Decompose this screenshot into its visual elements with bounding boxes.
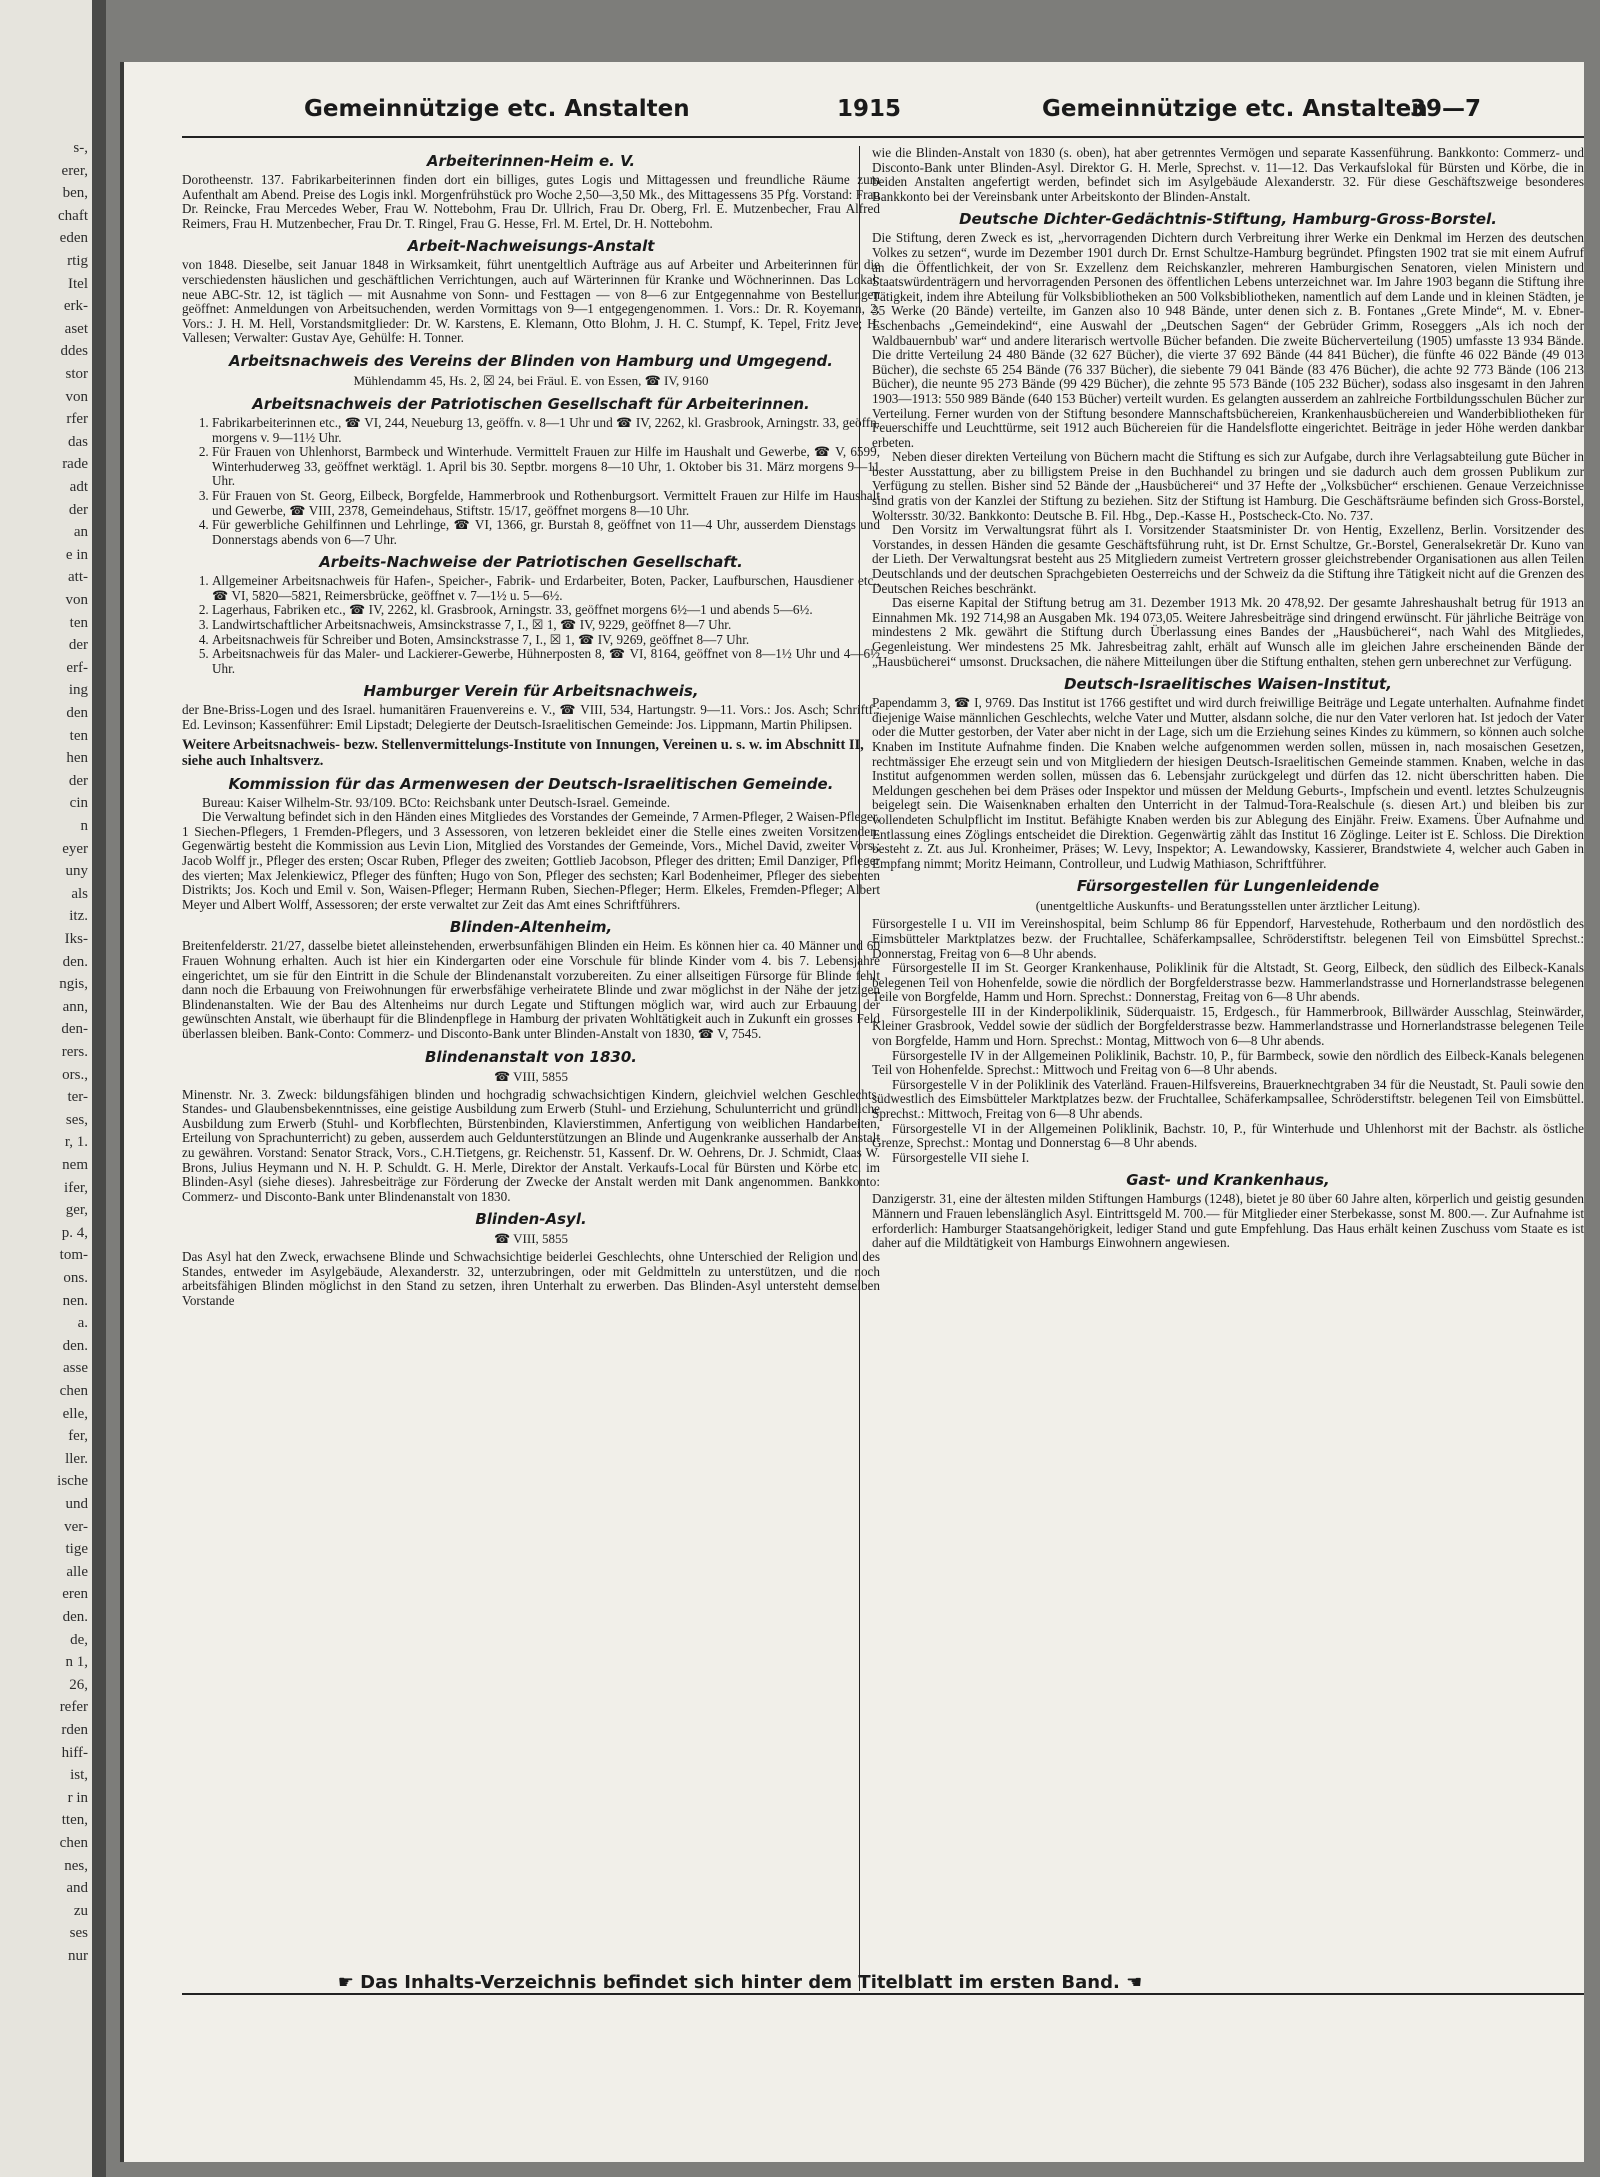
section-title: Fürsorgestellen für Lungenleidende <box>1076 877 1380 896</box>
margin-fragment: cin <box>69 795 88 812</box>
section-block <box>872 675 1584 871</box>
margin-fragment: tom- <box>59 1247 88 1264</box>
margin-fragment: refer <box>59 1699 88 1716</box>
margin-fragment: att- <box>68 569 88 586</box>
footer-note <box>290 1972 1190 1993</box>
margin-fragment: der <box>68 772 88 789</box>
margin-fragment: erk- <box>63 298 88 315</box>
margin-fragment: aset <box>64 320 88 337</box>
margin-fragment: erf- <box>66 659 88 676</box>
section-block <box>182 237 880 346</box>
paragraph: Fürsorgestelle III in der Kinderpoliklinik, Süderquaistr. 15, Erdgesch., für Hammerbrook, Billwärder Ausschlag, Steinwärder, Kleiner Grasbrook, Veddel sowie der südlich der Borgfelderstrasse bezw. Hammerlandstrasse und Hornerlandstrasse belegenen Teile von Borgfelde, Hamm und Horn. Sprechst.: Montag, Mittwoch von 6—8 Uhr abends. <box>872 1003 1584 1049</box>
margin-fragment: chen <box>59 1383 88 1399</box>
highlighted-note: Weitere Arbeitsnachweis- bezw. Stellenvermittelungs-Institute von Innungen, Vereinen u. s. w. im Abschnitt II, siehe auch Inhaltsverz. <box>182 736 864 769</box>
margin-fragment: eden <box>59 230 88 247</box>
margin-fragment: elle, <box>62 1405 88 1422</box>
list-item: 4. Für gewerbliche Gehilfinnen und Lehrlinge, ☎ VI, 1366, gr. Burstah 8, geöffnet von 11—4 Uhr, ausserdem Dienstags und Donnerstags abends von 6—7 Uhr. <box>212 518 880 547</box>
margin-fragment: de, <box>70 1631 88 1648</box>
margin-fragment: r in <box>67 1789 88 1806</box>
section-title: Kommission für das Armenwesen der Deutsch-Israelitischen Gemeinde. <box>228 774 834 793</box>
page-header <box>124 96 1584 136</box>
margin-fragment: der <box>68 637 88 654</box>
paragraph: Fürsorgestelle V in der Poliklinik des Vaterländ. Frauen-Hilfsvereins, Brauerknechtgraben 34 für die Neustadt, St. Pauli sowie den südwestlich des Eimsbütteler Marktplatzes bezw. der Fruchtallee, Schäferkampsallee, Schröderstiftstr. belegenen Teil von Eimsbüttel. Sprechst.: Mittwoch, Freitag von 6—8 Uhr abends. <box>872 1076 1584 1122</box>
margin-fragment: rade <box>62 456 88 473</box>
previous-page-strip <box>0 0 106 2177</box>
page-number: 39—7 <box>1410 96 1482 122</box>
footer-text: Das Inhalts-Verzeichnis befindet sich hinter dem Titelblatt im ersten Band. <box>360 1972 1120 1993</box>
paragraph: Fürsorgestelle IV in der Allgemeinen Poliklinik, Bachstr. 10, P., für Barmbeck, sowie den nördlich des Eilbeck-Kanals belegenen Teil von Hohenfelde. Sprechst.: Mittwoch und Freitag von 6—8 Uhr abends. <box>872 1047 1584 1078</box>
section-block <box>182 918 880 1041</box>
section-title: Blindenanstalt von 1830. <box>425 1047 637 1066</box>
margin-fragment: den. <box>62 953 88 970</box>
list-item: 5. Arbeitsnachweis für das Maler- und Lackierer-Gewerbe, Hühnerposten 8, ☎ VI, 8164, geöffnet von 8—1½ Uhr und 4—6½ Uhr. <box>212 647 880 676</box>
numbered-list <box>182 416 880 547</box>
margin-fragment: ons. <box>63 1270 88 1286</box>
paragraph: wie die Blinden-Anstalt von 1830 (s. oben), hat aber getrenntes Vermögen und separate Kassenführung. Bankkonto: Commerz- und Disconto-Bank unter Blinden-Asyl. Direktor G. H. Merle, Sprechst. v. 11—12. Das Verkaufslokal für Bürsten und Körbe, die in beiden Anstalten angefertigt werden, befindet sich im Asylgebäude Alexanderstr. 32. Für diese Geschäftszweige besonderes Bankkonto bei der Vereinsbank unter Arbeitskonto der Blinden-Anstalt. <box>872 145 1584 204</box>
margin-fragment: e in <box>65 546 88 563</box>
right-column <box>872 146 1584 1251</box>
list-item: 1. Fabrikarbeiterinnen etc., ☎ VI, 244, Neueburg 13, geöffn. v. 8—1 Uhr und ☎ IV, 2262, kl. Grasbrook, Arningstr. 33, geöffn. morgens v. 9—11½ Uhr. <box>212 416 880 445</box>
margin-fragment: als <box>71 885 88 902</box>
margin-fragment: nes, <box>64 1857 88 1874</box>
paragraph: Das eiserne Kapital der Stiftung betrug am 31. Dezember 1913 Mk. 20 478,92. Der gesamte Jahreshaushalt betrug für 1913 an Einnahmen Mk. 192 714,98 an Ausgaben Mk. 194 073,05. Weitere Jahresbeiträge sind dringend erwünscht. Für jährliche Beiträge von mindestens 2 Mk. gewährt die Stiftung durch Überlassung eines Bandes der „Hausbücherei“, nach Wahl des Mitgliedes, Gegenleistung. Wer mindestens 25 Mk. Jahresbeitrag zahlt, erhält auf Wunsch alle im gleichen Jahre erscheinenden Bände der „Hausbücherei“ umsonst. Drucksachen, die nähere Mitteilungen über die Stiftung enthalten, stehen gern unberechnet zur Verfügung. <box>872 595 1584 669</box>
margin-fragment: den. <box>62 1337 88 1354</box>
margin-fragment: eren <box>62 1586 88 1603</box>
margin-fragment: rtig <box>67 253 88 269</box>
margin-fragment: tige <box>65 1541 88 1558</box>
paragraph: der Bne-Briss-Logen und des Israel. humanitären Frauenvereins e. V., ☎ VIII, 534, Hartungstr. 9—11. Vors.: Jos. Asch; Schriftf.: Ed. Levinson; Kassenführer: Emil Lipstadt; Delegierte der Deutsch-Israelitischen Gemeinde: Jos. Lippmann, Martin Philipsen. <box>182 702 880 733</box>
margin-fragment: ver- <box>64 1518 88 1535</box>
margin-fragment: nen. <box>62 1292 88 1309</box>
paragraph: Bureau: Kaiser Wilhelm-Str. 93/109. BCto: Reichsbank unter Deutsch-Israel. Gemeinde. <box>202 794 671 810</box>
paragraph: von 1848. Dieselbe, seit Januar 1848 in Wirksamkeit, führt unentgeltlich Aufträge aus auf Arbeiter und Arbeiterinnen für die verschiedensten häuslichen und geschäftlichen Verrichtungen, auch auf Wärterinnen für Kranke und Wöchnerinnen. Das Lokal: neue ABC-Str. 12, ist täglich — mit Ausnahme von Sonn- und Festtagen — von 8—6 zur Entgegennahme von Bestellungen geöffnet: Anmeldungen von Arbeitsuchenden, werden Vormittags von 9—1 entgegengenommen. 1. Vors.: Dr. R. Koyemann, 2. Vors.: J. H. M. Hell, Vorstandsmitglieder: Dr. W. Karstens, E. Klemann, Otto Blohm, J. H. C. Stumpf, K. Tepel, Fritz Jeve; H. Vallesen; Verwalter: Gustav Aye, Gehülfe: H. Tonner. <box>182 257 880 346</box>
paragraph: Fürsorgestelle I u. VII im Vereinshospital, beim Schlump 86 für Eppendorf, Harvestehude, Rotherbaum und den nordöstlich des Eimsbütteler Marktplatzes bezw. der Fruchtallee, Schäferkampsallee, Schröderstiftstr. belegenen Teil von Eimsbüttel Sprechst.: Donnerstag, Freitag von 6—8 Uhr abends. <box>872 916 1584 961</box>
margin-fragment: an <box>73 524 88 541</box>
list-item: 2. Für Frauen von Uhlenhorst, Barmbeck und Winterhude. Vermittelt Frauen zur Hilfe im Haushalt und Gewerbe, ☎ V, 6599, Winterhuderweg 33, geöffnet werktägl. 1. April bis 30. Septbr. morgens 8—10 Uhr, 1. Oktober bis 31. März morgens 9—11 Uhr. <box>212 445 880 489</box>
header-right-title: Gemeinnützige etc. Anstalten <box>1042 96 1428 122</box>
margin-fragment: der <box>68 501 88 518</box>
section-block <box>182 553 880 676</box>
section-title: Arbeits-Nachweise der Patriotischen Gesellschaft. <box>319 553 743 572</box>
paragraph: Den Vorsitz im Verwaltungsrat führt als I. Vorsitzender Staatsminister Dr. von Hentig, Exzellenz, Berlin. Vorsitzender des Vorstandes, in dessen Händen die gesamte Geschäftsführung ruht, ist Dr. Ernst Schultze, Gr.-Borstel, Generalsekretär Dr. Kuno van der Lieth. Der Verwaltungsrat besteht aus 25 Mitgliedern zumeist Vertretern grosser gleichstrebender Organisationen aus allen Teilen Deutschlands und der deutschen Sprachgebieten Oesterreichs und der Schweiz da die Stiftung ihre Tätigkeit nicht auf die Grenzen des Deutschen Reiches beschränkt. <box>872 522 1584 596</box>
margin-fragment: zu <box>73 1902 88 1919</box>
section-block <box>872 146 1584 204</box>
margin-fragment: den- <box>61 1021 88 1038</box>
margin-fragment: tten, <box>61 1812 88 1829</box>
margin-fragment: ifer, <box>64 1179 88 1196</box>
section-title: Deutsch-Israelitisches Waisen-Institut, <box>1064 675 1392 694</box>
section-title: Blinden-Altenheim, <box>449 918 613 937</box>
section-title: Arbeiterinnen-Heim e. V. <box>426 152 636 170</box>
paragraph: Die Verwaltung befindet sich in den Händen eines Mitgliedes des Vorstandes der Gemeinde, 7 Armen-Pfleger, 2 Waisen-Pfleger, 1 Siechen-Pflegers, 1 Fremden-Pflegers, und 3 Assessoren, von letzeren bekleidet einer die Stelle eines zweiten Vorsitzenden. Gegenwärtig besteht die Kommission aus Levin Lion, Mitglied des Vorstandes der Gemeinde, Vors., Michel David, zweiter Vors.; Jacob Wolff jr., Pfleger des ersten; Oscar Ruben, Pfleger des zweiten; Gottlieb Jacobson, Pfleger des dritten; Emil Danziger, Pfleger des vierten; Max Jelenkiewicz, Pfleger des fünften; Hugo von Son, Pfleger des sechsten; Karl Bodenheimer, Pfleger des siebenten Distrikts; Jos. Koch und Emil v. Son, Waisen-Pfleger; Hermann Ruben, Siechen-Pfleger; Herm. Elkeles, Fremden-Pfleger; Albert Meyer und Albert Wolff, Assessoren; der erste verwaltet zur Zeit das Amt eines Schriftführers. <box>182 809 880 912</box>
list-item: 1. Allgemeiner Arbeitsnachweis für Hafen-, Speicher-, Fabrik- und Erdarbeiter, Boten, Packer, Laufburschen, Hausdiener etc., ☎ VI, 5820—5821, Reimersbrücke, geöffnet v. 7—1½ u. 5—6½. <box>212 574 880 603</box>
section-block <box>182 152 880 231</box>
section-title: Arbeitsnachweis des Vereins der Blinden von Hamburg und Umgegend. <box>228 351 833 370</box>
section-subline: Mühlendamm 45, Hs. 2, ☒ 24, bei Fräul. E. von Essen, ☎ IV, 9160 <box>353 372 709 388</box>
margin-fragment: ger, <box>65 1202 88 1219</box>
paragraph: Dorotheenstr. 137. Fabrikarbeiterinnen finden dort ein billiges, gutes Logis und Mittagessen und freundliche Räume zum Aufenthalt am Abend. Preise des Logis inkl. Morgenfrühstück pro Woche 2,50—3,50 Mk., des Mittagessens 35 Pfg. Vorstand: Frau Dr. Reincke, Frau Mercedes Weber, Frau W. Nottebohm, Frau Dr. Ullrich, Frau Dr. Oberg, Frl. E. Mutzenbecher, Frau Alfred Reimers, Frau H. Mutzenbecher, Frau Dr. T. Ringel, Frau G. Hesse, Frl. M. Ertel, Dr. H. Nottebohm. <box>182 172 880 231</box>
margin-fragment: ten <box>69 614 88 631</box>
margin-fragment: hen <box>66 750 88 767</box>
section-title: Gast- und Krankenhaus, <box>1126 1171 1330 1190</box>
margin-fragment: ben, <box>62 185 88 202</box>
paragraph: Minenstr. Nr. 3. Zweck: bildungsfähigen blinden und hochgradig schwachsichtigen Kindern, gleichviel welchen Geschlechts, Standes- und Glaubensbekenntnisses, eine geistige Ausbildung zum Erwerb (Stuhl- und Erziehung, Schulunterricht und gründliche Ausbildung zum Erwerb (Stuhl- und Korbflechten, Bürstenbinden, Klavierstimmen, Anfertigung von weiblichen Handarbeiten, Erteilung von Sprachunterricht) zu geben, ausserdem auch Geldunterstützungen an Blinde und Augenkranke ausserhalb der Anstalt zu gewähren. Vorstand: Senator Strack, Vors., C.H.Tietgens, gr. Reichenstr. 51, Kassenf. Dr. W. Oehrens, Dr. J. Schmidt, Claas W. Brons, Julius Heymann und N. H. P. Schuldt. G. H. Merle, Direktor der Anstalt. Verkaufs-Local für Bürsten und Körbe etc. im Blinden-Asyl (siehe dieses). Jahresbeiträge zur Förderung der Zwecke der Anstalt werden mit Dank angenommen. Bankkonto: Commerz- und Disconto-Bank unter Blindenanstalt von 1830. <box>182 1086 880 1204</box>
list-item: 2. Lagerhaus, Fabriken etc., ☎ IV, 2262, kl. Grasbrook, Arningstr. 33, geöffnet morgens 6½—1 und abends 5—6½. <box>212 603 880 618</box>
margin-fragment: nur <box>68 1948 88 1964</box>
section-block <box>872 1171 1584 1250</box>
header-rule <box>182 136 1584 138</box>
margin-fragment: ische <box>57 1473 88 1490</box>
section-block <box>872 210 1584 669</box>
margin-fragment: ses <box>69 1925 88 1942</box>
margin-fragment: ing <box>68 682 88 699</box>
margin-fragment: chen <box>59 1835 88 1851</box>
header-left-title: Gemeinnützige etc. Anstalten <box>304 96 690 122</box>
margin-fragment: s-, <box>73 140 88 156</box>
section-block <box>182 682 880 768</box>
margin-fragment: nem <box>62 1157 88 1173</box>
paragraph: Papendamm 3, ☎ I, 9769. Das Institut ist 1766 gestiftet und wird durch freiwillige Beiträge und Legate unterhalten. Aufnahme findet diejenige Waise männlichen Geschlechts, welche Vater und Mutter, alsdann solche, die nur den Vater verloren hat. Ist jedoch der Vater oder die Mutter gestorben, der Vater aber nicht in der Lage, sich um die Erziehung seines Kindes zu kümmern, so können auch solche Knaben im Institute Aufnahme finden. Die Knaben welche aufgenommen werden sollen, müssen in, nach mosaischen Gesetzen, rechtmässiger Ehe erzeugt sein und von Mitgliedern der hiesigen Deutsch-Israelitischen Gemeinde stammen. Knaben, welche in das Institut aufgenommen werden sollen, müssen das 6. Lebensjahr zurückgelegt und dürfen das 12. nicht überschritten haben. Die Meldungen geschehen bei dem Präses oder Inspektor und müssen der Meldung Geburts-, Impfschein und eventl. letztes Schulzeugnis beigelegt sein. Die Waisenknaben erhalten den Unterricht in der Talmud-Tora-Realschule (s. diesen Art.) und bleiben bis zur vollendeten Schulpflicht im Institut. Befähigte Knaben werden bis zur Ablegung des Einjähr. Freiw. Examens. Über Aufnahme und Entlassung eines Zöglings entscheidet die Direktion. Gegenwärtig zählt das Institut 16 Zöglinge. Leiter ist E. Schloss. Die Direktion besteht z. Zt. aus Jul. Kronheimer, Präses; W. Levy, Inspektor; A. Lewandowsky, Kassierer, Brandstwiete 4, welcher auch Gaben in Empfang nimmt; Moritz Heimann, Controlleur, und Ludwig Mathiason, Schriftführer. <box>872 695 1584 871</box>
section-subline: ☎ VIII, 5855 <box>493 1231 569 1247</box>
margin-fragment: Itel <box>68 275 88 292</box>
margin-fragment: ist, <box>70 1767 88 1784</box>
paragraph: Fürsorgestelle VI in der Allgemeinen Poliklinik, Bachstr. 10, P., für Winterhude und Uhlenhorst mit der Bachstr. als östliche Grenze, Sprechst.: Montag und Donnerstag 6—8 Uhr abends. <box>872 1120 1584 1151</box>
margin-fragment: 26, <box>69 1676 88 1693</box>
margin-fragment: n 1, <box>65 1654 88 1671</box>
margin-fragment: ses, <box>65 1111 88 1128</box>
section-subline: ☎ VIII, 5855 <box>493 1068 569 1084</box>
margin-fragment: a. <box>77 1315 88 1332</box>
margin-fragment: alle <box>66 1563 88 1580</box>
margin-fragment: p. 4, <box>61 1224 88 1241</box>
margin-fragment: asse <box>63 1360 88 1377</box>
document-page <box>120 62 1584 2162</box>
margin-fragment: adt <box>69 479 88 495</box>
margin-fragment: uny <box>65 863 88 880</box>
section-block <box>182 395 880 547</box>
page-gutter <box>92 0 106 2177</box>
margin-fragment: rers. <box>61 1044 88 1060</box>
pointing-hand-right-icon: ☛ <box>337 1972 354 1993</box>
margin-fragment: hiff- <box>61 1744 88 1761</box>
margin-fragment: den <box>66 705 88 721</box>
margin-fragment: n <box>80 818 88 834</box>
margin-fragment: itz. <box>69 908 88 925</box>
margin-fragment: rden <box>61 1722 88 1738</box>
margin-fragment: das <box>68 433 88 450</box>
section-block <box>182 1210 880 1308</box>
margin-fragment: ddes <box>60 343 88 360</box>
paragraph: Fürsorgestelle VII siehe I. <box>892 1149 1030 1165</box>
margin-fragment: Iks- <box>64 931 88 947</box>
margin-fragment: fer, <box>68 1428 88 1445</box>
pointing-hand-left-icon: ☚ <box>1126 1972 1143 1993</box>
section-block <box>872 877 1584 1165</box>
margin-fragment: und <box>65 1496 88 1512</box>
section-title: Hamburger Verein für Arbeitsnachweis, <box>363 682 699 701</box>
paragraph: Die Stiftung, deren Zweck es ist, „hervorragenden Dichtern durch Verbreitung ihrer Werke ein Denkmal im Herzen des deutschen Volkes zu setzen“, wurde im Dezember 1901 durch Dr. Ernst Schultze-Hamburg begründet. Pfingsten 1902 trat sie mit einem Aufruf an die Öffentlichkeit, der von Sr. Exzellenz dem Reichskanzler, mehreren Hamburgischen Senatoren, vielen Ministern und Staatswürdenträgern und hervorragenden Personen des öffentlichen Lebens unterzeichnet war. Im Jahre 1903 begann die Stiftung ihre Tätigkeit, indem ihre Abteilung für Volksbibliotheken an 500 Volksbibliotheken, namentlich auf dem Lande und in kleinen Städten, je 35 Werke (20 Bände) verteilte, im Ganzen also 10 948 Bände, unter denen sich z. B. Fontanes „Grete Minde“, M. v. Ebner-Eschenbachs „Gemeindekind“, eine Auswahl der „Deutschen Sagen“ der Gebrüder Grimm, Roseggers „Als ich noch der Waldbauernbub' war“ und andere literarisch wertvolle Bücher befanden. Die zweite Bücherverteilung (1905) umfasste 13 934 Bände. Die dritte Verteilung 24 480 Bände (32 627 Bücher), die vierte 37 692 Bände (44 841 Bücher), die fünfte 46 022 Bände (49 013 Bücher), die sechste 65 254 Bände (76 337 Bücher), die siebente 79 041 Bände (83 476 Bücher), die achte 92 773 Bände (106 213 Bücher), die neunte 95 273 Bände (99 429 Bücher), die zehnte 95 573 Bände (105 232 Bücher), sodass also insgesamt in den Jahren 1903—1913: 550 989 Bände (640 153 Bücher) verteilt wurden. Es gelangten ausserdem an zahlreiche Fortbildungsschulen Bücher zur Verteilung. Ferner wurden von der Stiftung besondere Mannschaftsbüchereien, Krankenhausbüchereien und Wanderbibliotheken für Feuerschiffe und Leuchttürme, seit 1912 auch Büchereien für die Handelsflotte eingerichtet. Beiträge in jeder Höhe werden dankbar erbeten. <box>872 230 1584 450</box>
margin-fragment: ann, <box>62 998 88 1015</box>
paragraph: Das Asyl hat den Zweck, erwachsene Blinde und Schwachsichtige beiderlei Geschlechts, ohne Unterschied der Religion und des Standes, entweder im Asylgebäude, Alexanderstr. 32, unterzubringen, oder mit Geldmitteln zu unterstützen, und die noch arbeitsfähigen Blinden möglichst in den Stand zu setzen, ihren Unterhalt zu erwerben. Das Blinden-Asyl untersteht demselben Vorstande <box>182 1249 880 1309</box>
paragraph: Fürsorgestelle II im St. Georger Krankenhause, Poliklinik für die Altstadt, St. Georg, Eilbeck, den südlich des Eilbeck-Kanals belegenen Teil von Hohenfelde, sowie die nördlich der Borgfelderstrasse bezw. Hammerlandstrasse und Hornerlandstrasse belegenen Teile von Borgfelde, Hamm und Horn. Sprechst.: Donnerstag, Freitag von 6—8 Uhr abends. <box>872 960 1584 1005</box>
header-year: 1915 <box>837 96 902 122</box>
margin-fragment: stor <box>65 366 88 382</box>
margin-fragment: and <box>66 1880 88 1897</box>
margin-fragment: ter- <box>67 1089 88 1106</box>
numbered-list <box>182 574 880 676</box>
section-title: Arbeitsnachweis der Patriotischen Gesellschaft für Arbeiterinnen. <box>252 394 810 413</box>
section-title: Deutsche Dichter-Gedächtnis-Stiftung, Hamburg-Gross-Borstel. <box>959 210 1497 229</box>
paragraph: Breitenfelderstr. 21/27, dasselbe bietet alleinstehenden, erwerbsunfähigen Blinden ein Heim. Es können hier ca. 40 Männer und 60 Frauen Wohnung erhalten. Auch ist hier ein Kindergarten oder eine Vorschule für blinde Kinder vom 4. bis 7. Lebensjahre eingerichtet, um sie für den Eintritt in die Schule der Blindenanstalt vorzubereiten. Zu einer allseitigen Fürsorge für Blinde fehlt dann noch die Erbauung von Freiwohnungen für erwerbsfähige verheiratete Blinde und zwar möglichst in der Nähe der jetzigen Blindenanstalten. Wie der Bau des Altenheims nur durch Legate und Stiftungen möglich war, wird auch zur Erbauung der gewünschten Anstalt, wie überhaupt für die Blindenpflege in Hamburg der privaten Wohltätigkeit auch in Zukunft ein grosses Feld überlassen bleiben. Bank-Conto: Commerz- und Disconto-Bank unter Blinden-Anstalt von 1830, ☎ V, 7545. <box>182 938 880 1041</box>
section-title: Arbeit-Nachweisungs-Anstalt <box>407 237 655 256</box>
section-title: Blinden-Asyl. <box>475 1210 587 1229</box>
margin-fragment: von <box>65 592 88 608</box>
margin-fragment: rfer <box>66 411 88 428</box>
section-subline: (unentgeltliche Auskunfts- und Beratungsstellen unter ärztlicher Leitung). <box>1035 898 1421 914</box>
paragraph: Neben dieser direkten Verteilung von Büchern macht die Stiftung es sich zur Aufgabe, durch ihre Verlagsabteilung gute Bücher in bester Ausstattung, aber zu billigstem Preise in den Buchhandel zu bringen und sie dadurch auch dem grossen Publikum zur Verfügung zu stellen. Bisher sind 52 Bände der „Hausbücherei“ und 37 Hefte der „Volksbücher“ erschienen. Genaue Verzeichnisse sind gratis von der Kanzlei der Stiftung zu beziehen. Sitz der Stiftung ist Hamburg. Die Geschäftsräume befinden sich Gross-Borstel, Woltersstr. 30/32. Bankkonto: Deutsche B. Fil. Hbg., Dep.-Kasse H., Postscheck-Cto. No. 737. <box>872 449 1584 523</box>
footer-rule <box>182 1993 1584 1995</box>
list-item: 3. Für Frauen von St. Georg, Eilbeck, Borgfelde, Hammerbrook und Rothenburgsort. Vermittelt Frauen zur Hilfe im Haushalt und Gewerbe, ☎ VIII, 2378, Gemeindehaus, Stiftstr. 15/17, geöffnet morgens 8—10 Uhr. <box>212 489 880 518</box>
margin-fragment: ten <box>69 727 88 744</box>
margin-fragment: ngis, <box>59 976 88 993</box>
margin-fragment: r, 1. <box>64 1134 88 1151</box>
margin-fragment: von <box>65 388 88 405</box>
margin-fragment: den. <box>62 1609 88 1625</box>
margin-fragment: erer, <box>61 162 88 179</box>
margin-fragment: eyer <box>62 840 88 857</box>
margin-fragment: ors., <box>62 1066 88 1083</box>
list-item: 3. Landwirtschaftlicher Arbeitsnachweis, Amsinckstrasse 7, I., ☒ 1, ☎ IV, 9229, geöffnet 8—7 Uhr. <box>212 618 880 633</box>
list-item: 4. Arbeitsnachweis für Schreiber und Boten, Amsinckstrasse 7, I., ☒ 1, ☎ IV, 9269, geöffnet 8—7 Uhr. <box>212 633 880 648</box>
section-block <box>182 775 880 913</box>
section-block <box>182 1048 880 1205</box>
paragraph: Danzigerstr. 31, eine der ältesten milden Stiftungen Hamburgs (1248), bietet je 80 über 60 Jahre alten, körperlich und geistig gesunden Männern und Frauen lebenslänglich Asyl. Eintrittsgeld M. 700.— für Mitglieder einer Sterbekasse, sonst M. 800.—. Zur Aufnahme ist erforderlich: Hamburger Staatsangehörigkeit, lediger Stand und gute Empfehlung. Das Haus erhält keinen Zuschuss vom Staate es ist daher auf die Mildtätigkeit von Hamburgs Einwohnern angewiesen. <box>872 1191 1584 1251</box>
left-column <box>182 146 880 1309</box>
margin-fragment: ller. <box>65 1450 88 1467</box>
margin-fragment: chaft <box>58 207 88 224</box>
section-block <box>182 352 880 389</box>
